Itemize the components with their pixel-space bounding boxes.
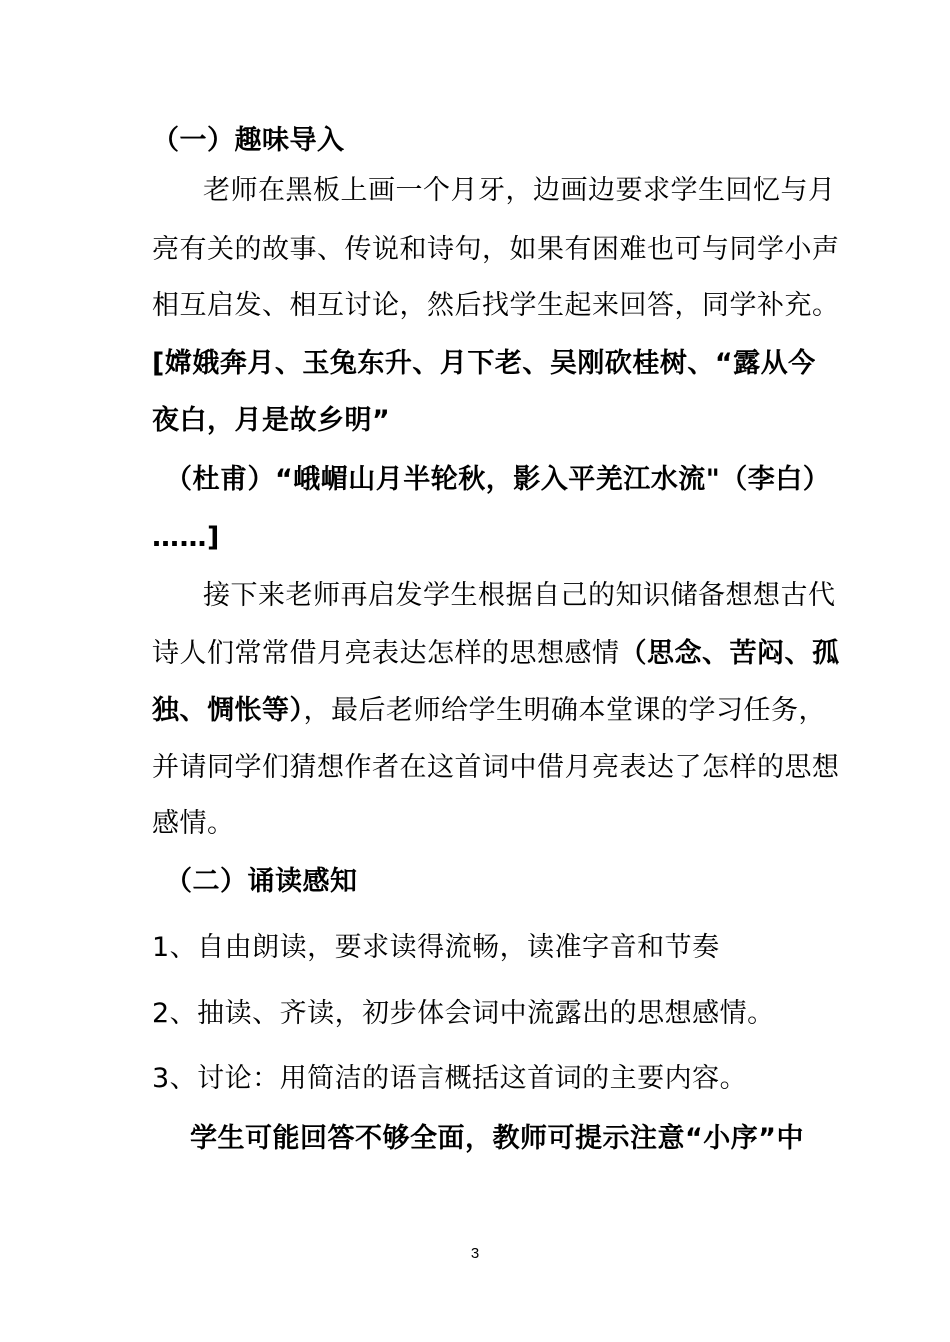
emphasis-text: （思念、苦闷、孤 bbox=[619, 638, 840, 669]
examples-line: [嫦娥奔月、玉兔东升、月下老、吴刚砍桂树、“露从今 bbox=[152, 348, 816, 379]
examples-line: ……] bbox=[152, 522, 220, 553]
examples-line: 夜白，月是故乡明” bbox=[152, 405, 391, 436]
paragraph-line bbox=[152, 638, 855, 670]
emphasis-text: 独、惆怅等） bbox=[152, 695, 304, 726]
paragraph-line: 老师在黑板上画一个月牙，边画边要求学生回忆与月 bbox=[203, 175, 836, 206]
list-item: 1、自由朗读，要求读得流畅，读准字音和节奏 bbox=[152, 932, 720, 963]
note-line: 学生可能回答不够全面，教师可提示注意“小序”中 bbox=[190, 1123, 804, 1154]
section-heading-2: （二）诵读感知 bbox=[165, 866, 358, 897]
plain-text: 诗人们常常借月亮表达怎样的思想感情 bbox=[152, 638, 620, 669]
paragraph-line: 亮有关的故事、传说和诗句，如果有困难也可与同学小声 bbox=[152, 234, 840, 265]
paragraph-line: 感情。 bbox=[152, 808, 235, 839]
section-heading-1: （一）趣味导入 bbox=[152, 125, 345, 156]
plain-text: ，最后老师给学生明确本堂课的学习任务， bbox=[303, 695, 826, 726]
list-item: 2、抽读、齐读，初步体会词中流露出的思想感情。 bbox=[152, 998, 775, 1029]
page-number: 3 bbox=[470, 1245, 480, 1262]
paragraph-line: 接下来老师再启发学生根据自己的知识储备想想古代 bbox=[203, 580, 836, 611]
paragraph-line bbox=[152, 695, 855, 727]
list-item: 3、讨论：用简洁的语言概括这首词的主要内容。 bbox=[152, 1063, 748, 1094]
paragraph-line: 并请同学们猜想作者在这首词中借月亮表达了怎样的思想 bbox=[152, 752, 840, 783]
examples-line: （杜甫）“峨嵋山月半轮秋，影入平羌江水流"（李白） bbox=[165, 464, 831, 495]
paragraph-line: 相互启发、相互讨论，然后找学生起来回答，同学补充。 bbox=[152, 290, 840, 321]
